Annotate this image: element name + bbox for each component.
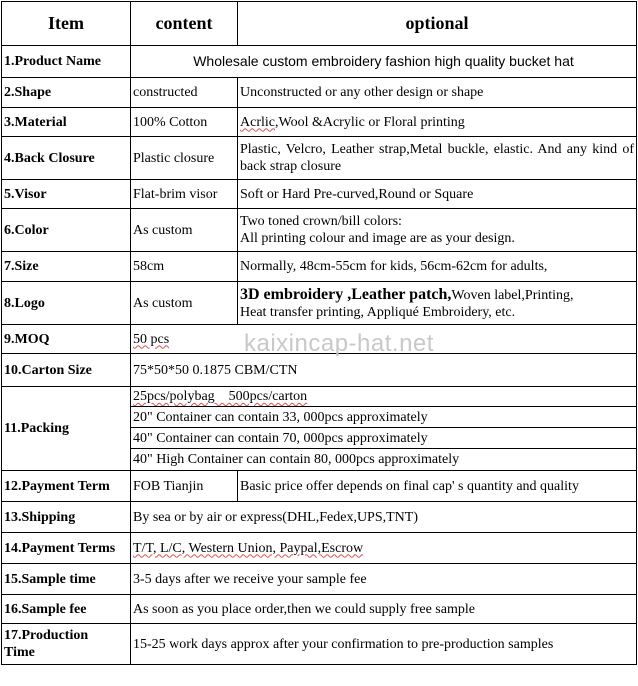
label-shape: 2.Shape — [2, 78, 131, 108]
header-content: content — [131, 2, 238, 46]
content-shape: constructed — [131, 78, 238, 108]
label-color: 6.Color — [2, 209, 131, 252]
label-packing: 11.Packing — [2, 387, 131, 471]
optional-logo-bold2: ,Leather patch, — [343, 285, 452, 303]
optional-material-b: ,Wool &Acrylic or Floral printing — [274, 114, 465, 130]
row-moq — [2, 325, 637, 354]
watermark-text: kaixincap-hat.net — [244, 330, 434, 357]
row-back-closure — [2, 137, 637, 180]
header-item: Item — [2, 2, 131, 46]
label-carton-size: 10.Carton Size — [2, 354, 131, 387]
value-sample-time: 3-5 days after we receive your sample fee — [131, 564, 637, 595]
label-production-time-line2: Time — [4, 645, 35, 660]
row-payment-term — [2, 471, 637, 502]
label-moq: 9.MOQ — [2, 325, 131, 354]
header-optional: optional — [238, 2, 637, 46]
row-logo — [2, 282, 637, 325]
optional-material — [238, 108, 637, 137]
row-production-time — [2, 624, 637, 665]
label-size: 7.Size — [2, 252, 131, 282]
label-back-closure: 4.Back Closure — [2, 137, 131, 180]
label-payment-term: 12.Payment Term — [2, 471, 131, 502]
value-product-name: Wholesale custom embroidery fashion high quality bucket hat — [131, 46, 637, 78]
optional-logo-rest1: Woven label,Printing, — [451, 287, 574, 303]
value-carton-size: 75*50*50 0.1875 CBM/CTN — [131, 354, 637, 387]
row-packing-1 — [2, 387, 637, 407]
packing-line3: 40" Container can contain 70, 000pcs approximately — [131, 428, 637, 449]
row-payment-terms — [2, 533, 637, 564]
row-material — [2, 108, 637, 137]
label-material: 3.Material — [2, 108, 131, 137]
optional-shape: Unconstructed or any other design or shape — [238, 78, 637, 108]
label-shipping: 13.Shipping — [2, 502, 131, 533]
optional-payment-term: Basic price offer depends on final cap' s quantity and quality — [238, 471, 637, 502]
label-sample-fee: 16.Sample fee — [2, 595, 131, 624]
label-payment-terms: 14.Payment Terms — [2, 533, 131, 564]
content-visor: Flat-brim visor — [131, 180, 238, 209]
product-spec-table — [1, 1, 637, 665]
label-production-time — [2, 624, 131, 665]
packing-line2: 20" Container can contain 33, 000pcs approximately — [131, 407, 637, 428]
value-moq — [131, 325, 637, 354]
row-color — [2, 209, 637, 252]
optional-logo — [238, 282, 637, 325]
value-production-time: 15-25 work days approx after your confirmation to pre-production samples — [131, 624, 637, 665]
row-visor — [2, 180, 637, 209]
value-payment-terms — [131, 533, 637, 564]
packing-line4: 40" High Container can contain 80, 000pcs approximately — [131, 449, 637, 471]
label-sample-time: 15.Sample time — [2, 564, 131, 595]
optional-visor: Soft or Hard Pre-curved,Round or Square — [238, 180, 637, 209]
optional-logo-bold1: 3D embroidery — [240, 285, 344, 303]
value-moq-text: 50 pcs — [133, 331, 170, 347]
content-logo: As custom — [131, 282, 238, 325]
optional-logo-rest2: Heat transfer printing, Appliqué Embroidery, etc. — [240, 304, 516, 320]
header-row — [2, 2, 637, 46]
content-size: 58cm — [131, 252, 238, 282]
content-back-closure: Plastic closure — [131, 137, 238, 180]
content-material: 100% Cotton — [131, 108, 238, 137]
row-carton-size — [2, 354, 637, 387]
optional-size: Normally, 48cm-55cm for kids, 56cm-62cm for adults, — [238, 252, 637, 282]
row-sample-fee — [2, 595, 637, 624]
row-size — [2, 252, 637, 282]
label-visor: 5.Visor — [2, 180, 131, 209]
optional-material-a: Acrlic — [240, 114, 275, 130]
optional-color — [238, 209, 637, 252]
row-shape — [2, 78, 637, 108]
content-payment-term: FOB Tianjin — [131, 471, 238, 502]
label-product-name: 1.Product Name — [2, 46, 131, 78]
label-logo: 8.Logo — [2, 282, 131, 325]
content-color: As custom — [131, 209, 238, 252]
row-shipping — [2, 502, 637, 533]
optional-back-closure: Plastic, Velcro, Leather strap,Metal buckle, elastic. And any kind of back strap closure — [238, 137, 637, 180]
optional-color-line1: Two toned crown/bill colors: — [240, 214, 402, 229]
value-payment-terms-text: T/T, L/C, Western Union, Paypal,Escrow — [133, 540, 364, 556]
label-production-time-line1: 17.Production — [4, 628, 89, 643]
row-sample-time — [2, 564, 637, 595]
value-sample-fee: As soon as you place order,then we could supply free sample — [131, 595, 637, 624]
optional-color-line2: All printing colour and image are as your design. — [240, 231, 515, 246]
row-product-name — [2, 46, 637, 78]
packing-line1 — [131, 387, 637, 407]
value-shipping: By sea or by air or express(DHL,Fedex,UPS,TNT) — [131, 502, 637, 533]
packing-line1-text: 25pcs/polybag 500pcs/carton — [133, 389, 308, 404]
